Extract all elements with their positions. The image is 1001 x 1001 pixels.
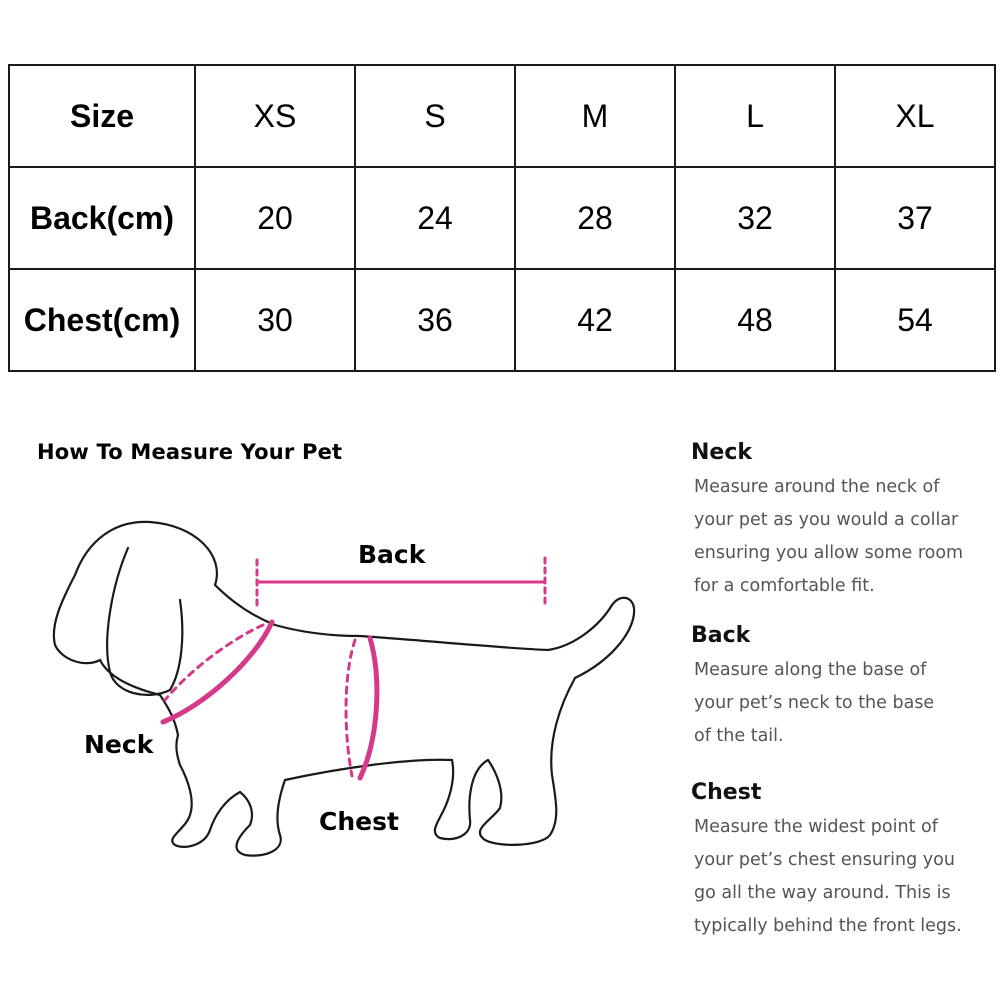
text-line: for a comfortable fit.: [694, 576, 875, 596]
table-cell: 32: [675, 167, 835, 269]
neck-measure-solid: [163, 622, 272, 722]
row-label: Chest(cm): [9, 269, 195, 371]
dog-ear-outline: [107, 548, 182, 695]
chest-heading: Chest: [691, 780, 762, 805]
diagram-label-back: Back: [358, 540, 426, 569]
table-cell: 48: [675, 269, 835, 371]
chest-text: [694, 811, 996, 943]
table-row: [9, 269, 995, 371]
dog-front-leg-outline: [236, 780, 285, 856]
dog-front-paw-outline: [172, 735, 240, 847]
dog-back-outline: [215, 585, 634, 678]
table-cell: 37: [835, 167, 995, 269]
table-cell: 36: [355, 269, 515, 371]
text-line: Measure along the base of: [694, 660, 927, 680]
text-line: Measure the widest point of: [694, 817, 938, 837]
table-cell: 42: [515, 269, 675, 371]
table-cell: 20: [195, 167, 355, 269]
dog-rear-leg-outline: [480, 678, 575, 845]
text-line: your pet as you would a collar: [694, 510, 959, 530]
dog-head-outline: [54, 522, 217, 663]
size-chart-table: [8, 64, 996, 372]
diagram-label-chest: Chest: [319, 807, 399, 836]
table-header-row: [9, 65, 995, 167]
text-line: ensuring you allow some room: [694, 543, 964, 563]
table-row: [9, 167, 995, 269]
text-line: Measure around the neck of: [694, 477, 940, 497]
header-cell: M: [515, 65, 675, 167]
text-line: your pet’s neck to the base: [694, 693, 935, 713]
diagram-label-neck: Neck: [84, 730, 154, 759]
chest-description: [691, 780, 996, 943]
header-cell: S: [355, 65, 515, 167]
table-cell: 24: [355, 167, 515, 269]
row-label: Back(cm): [9, 167, 195, 269]
header-cell: L: [675, 65, 835, 167]
neck-description: [691, 440, 996, 603]
text-line: typically behind the front legs.: [694, 916, 962, 936]
text-line: your pet’s chest ensuring you: [694, 850, 955, 870]
back-text: [694, 654, 996, 753]
text-line: go all the way around. This is: [694, 883, 951, 903]
header-cell: Size: [9, 65, 195, 167]
neck-heading: Neck: [691, 440, 753, 465]
text-line: of the tail.: [694, 726, 784, 746]
guide-title: How To Measure Your Pet: [37, 440, 343, 464]
header-cell: XL: [835, 65, 995, 167]
table-cell: 30: [195, 269, 355, 371]
dog-inner-rear-leg-outline: [435, 760, 488, 839]
chest-measure-solid: [360, 638, 377, 778]
neck-text: [694, 471, 996, 603]
table-cell: 28: [515, 167, 675, 269]
table-cell: 54: [835, 269, 995, 371]
header-cell: XS: [195, 65, 355, 167]
back-description: [691, 623, 996, 753]
chest-measure-dashed: [346, 640, 355, 776]
back-heading: Back: [691, 623, 751, 648]
